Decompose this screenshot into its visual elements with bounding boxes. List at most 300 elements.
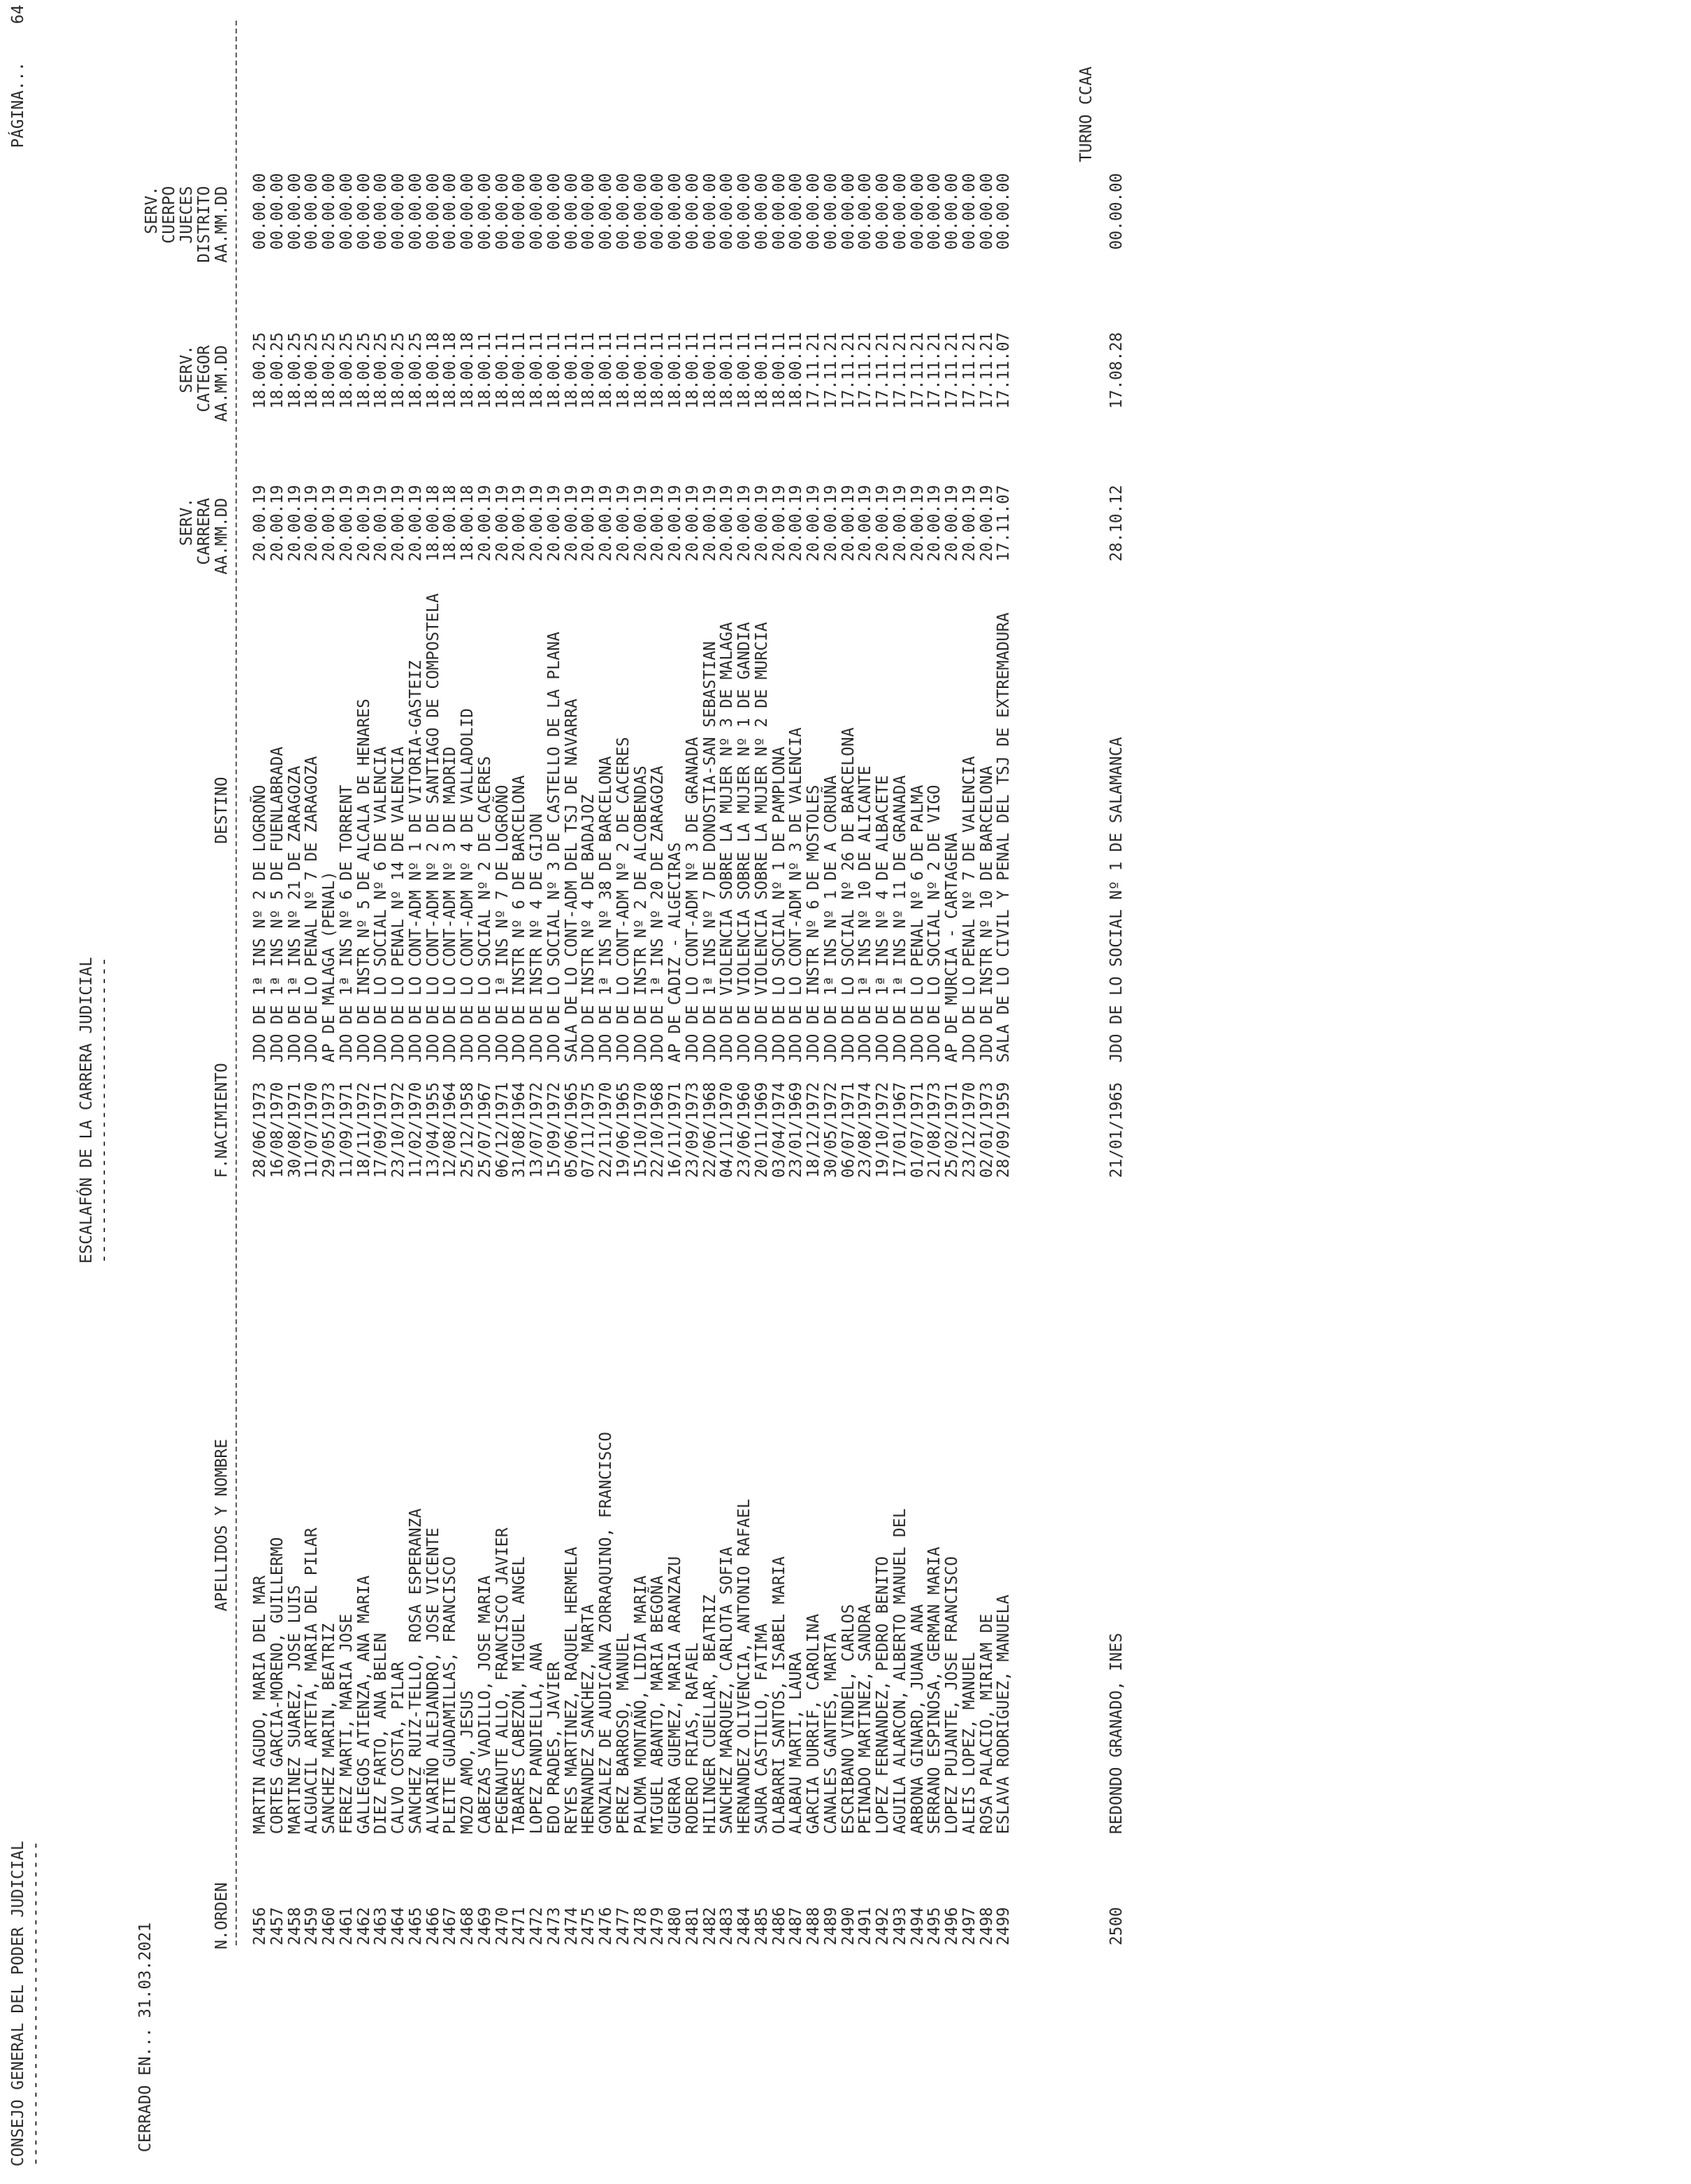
cell-serv-categor: 18.00.25 [354, 332, 373, 409]
cell-serv-carrera: 20.00.19 [717, 484, 736, 562]
cell-destination: JDO DE INSTR Nº 6 DE MOSTOLES [803, 784, 822, 1063]
cell-destination: JDO DE LO CONT-ADM Nº 3 DE MADRID [440, 746, 459, 1063]
cell-birth: 23/01/1969 [786, 1082, 805, 1178]
cell-name: RODERO FRIAS, RAFAEL [682, 1642, 702, 1834]
cell-serv-carrera: 20.00.19 [562, 484, 581, 562]
cell-serv-distrito: 00.00.00 [734, 173, 753, 250]
cell-name: LOPEZ PUJANTE, JOSE FRANCISCO [942, 1556, 961, 1834]
cell-serv-carrera: 20.00.19 [890, 484, 909, 562]
cell-destination: JDO DE 1ª INS Nº 5 DE FUENLABRADA [267, 746, 286, 1063]
cell-serv-distrito: 00.00.00 [301, 173, 321, 250]
col-destination: DESTINO [212, 776, 231, 844]
cell-serv-categor: 18.00.11 [700, 332, 719, 409]
cell-serv-distrito: 00.00.00 [406, 173, 425, 250]
cell-serv-categor: 17.11.21 [977, 332, 996, 409]
cell-order: 2464 [388, 1906, 407, 1945]
col-serv2-l2: CATEGOR [194, 345, 213, 413]
cell-name: LOPEZ PANDIELLA, ANA [527, 1642, 546, 1834]
cell-destination: JDO DE INSTR Nº 5 DE ALCALA DE HENARES [354, 698, 373, 1063]
cell-serv-carrera: 20.00.19 [371, 484, 390, 562]
cell-name: GALLEGOS ATIENZA, ANA MARIA [354, 1575, 373, 1834]
cell-serv-categor: 17.11.21 [924, 332, 943, 409]
cell-order: 2477 [613, 1906, 632, 1945]
cell-name: ESLAVA RODRIGUEZ, MANUELA [993, 1594, 1013, 1834]
cell-destination: JDO DE VIOLENCIA SOBRE LA MUJER Nº 2 DE MURCIA [752, 622, 771, 1063]
cell-serv-carrera: 20.00.19 [647, 484, 667, 562]
cell-serv-distrito: 00.00.00 [942, 173, 961, 250]
cell-serv-distrito: 00.00.00 [250, 173, 269, 250]
col-serv1-l2: CARRERA [194, 498, 213, 565]
cell-birth: 23/12/1970 [959, 1082, 978, 1178]
cell-serv-carrera: 20.00.19 [786, 484, 805, 562]
cell-serv-distrito: 00.00.00 [838, 173, 857, 250]
cell-serv-carrera: 20.00.19 [838, 484, 857, 562]
cell-name: CANALES GANTES, MARTA [821, 1633, 840, 1834]
cell-name: CALVO COSTA, PILAR [388, 1661, 407, 1834]
cell-birth: 15/10/1970 [631, 1082, 650, 1178]
cell-order: 2462 [354, 1906, 373, 1945]
cell-name: SANCHEZ RUIZ-TELLO, ROSA ESPERANZA [406, 1508, 425, 1834]
col-serv3-l5: AA.MM.DD [212, 186, 231, 263]
cell-birth: 15/09/1972 [544, 1082, 563, 1178]
cell-destination: JDO DE LO SOCIAL Nº 1 DE SALAMANCA [1106, 736, 1125, 1063]
cell-serv-categor: 18.00.25 [301, 332, 321, 409]
cell-birth: 23/08/1974 [855, 1082, 874, 1178]
cell-order: 2467 [440, 1906, 459, 1945]
cell-serv-distrito: 00.00.00 [423, 173, 442, 250]
cell-serv-distrito: 00.00.00 [509, 173, 528, 250]
cell-serv-distrito: 00.00.00 [1106, 173, 1125, 250]
cell-order: 2476 [596, 1906, 615, 1945]
cell-destination: JDO DE INSTR Nº 2 DE ALCOBENDAS [631, 765, 650, 1063]
cell-birth: 04/11/1970 [717, 1082, 736, 1178]
cell-destination: JDO DE LO CONT-ADM Nº 1 DE VITORIA-GASTEIZ [406, 660, 425, 1063]
cell-destination: JDO DE LO CONT-ADM Nº 3 DE VALENCIA [786, 727, 805, 1063]
cell-destination: JDO DE 1ª INS Nº 20 DE ZARAGOZA [647, 765, 667, 1063]
cell-serv-distrito: 00.00.00 [388, 173, 407, 250]
cell-serv-carrera: 28.10.12 [1106, 484, 1125, 562]
cell-serv-categor: 18.00.11 [544, 332, 563, 409]
cell-serv-distrito: 00.00.00 [890, 173, 909, 250]
cell-serv-distrito: 00.00.00 [682, 173, 702, 250]
cell-name: ALEIS LOPEZ, MANUEL [959, 1652, 978, 1834]
cell-name: FEREZ MARTI, MARIA JOSE [336, 1614, 356, 1834]
cell-order: 2456 [250, 1906, 269, 1945]
cell-serv-distrito: 00.00.00 [769, 173, 788, 250]
cell-serv-categor: 17.11.21 [873, 332, 892, 409]
cell-serv-categor: 18.00.11 [647, 332, 667, 409]
cell-serv-carrera: 20.00.19 [509, 484, 528, 562]
cell-destination: JDO DE 1ª INS Nº 2 DE LOGROÑO [250, 784, 269, 1063]
cell-order: 2481 [682, 1906, 702, 1945]
cell-order: 2496 [942, 1906, 961, 1945]
cell-serv-categor: 18.00.18 [423, 332, 442, 409]
cell-serv-distrito: 00.00.00 [803, 173, 822, 250]
cell-serv-carrera: 20.00.19 [388, 484, 407, 562]
cell-serv-distrito: 00.00.00 [700, 173, 719, 250]
cell-serv-carrera: 20.00.19 [908, 484, 927, 562]
cell-order: 2473 [544, 1906, 563, 1945]
cell-serv-distrito: 00.00.00 [457, 173, 476, 250]
cell-serv-carrera: 20.00.19 [682, 484, 702, 562]
cell-order: 2493 [890, 1906, 909, 1945]
cell-serv-categor: 18.00.11 [475, 332, 494, 409]
cell-destination: JDO DE LO SOCIAL Nº 2 DE CACERES [475, 756, 494, 1063]
cell-order: 2495 [924, 1906, 943, 1945]
cell-name: REDONDO GRANADO, INES [1106, 1633, 1125, 1834]
col-serv3-l4: DISTRITO [194, 186, 213, 263]
cell-birth: 05/06/1965 [562, 1082, 581, 1178]
cell-serv-distrito: 00.00.00 [908, 173, 927, 250]
cell-name: SAURA CASTILLO, FATIMA [752, 1623, 771, 1834]
cell-serv-carrera: 20.00.19 [301, 484, 321, 562]
cell-serv-distrito: 00.00.00 [717, 173, 736, 250]
cell-serv-distrito: 00.00.00 [440, 173, 459, 250]
cell-serv-categor: 17.11.21 [908, 332, 927, 409]
cell-birth: 01/07/1971 [908, 1082, 927, 1178]
cell-birth: 18/12/1972 [803, 1082, 822, 1178]
cell-order: 2494 [908, 1906, 927, 1945]
cell-serv-categor: 18.00.11 [769, 332, 788, 409]
cell-birth: 16/11/1971 [665, 1082, 684, 1178]
cell-birth: 20/11/1969 [752, 1082, 771, 1178]
cell-birth: 13/07/1972 [527, 1082, 546, 1178]
cell-birth: 23/09/1973 [682, 1082, 702, 1178]
cell-serv-carrera: 20.00.19 [665, 484, 684, 562]
cell-serv-distrito: 00.00.00 [319, 173, 338, 250]
cell-birth: 25/07/1967 [475, 1082, 494, 1178]
cell-order: 2472 [527, 1906, 546, 1945]
cell-serv-carrera: 20.00.19 [406, 484, 425, 562]
cell-destination: JDO DE LO SOCIAL Nº 3 DE CASTELLO DE LA PLANA [544, 631, 563, 1063]
cell-serv-categor: 18.00.18 [440, 332, 459, 409]
cell-order: 2474 [562, 1906, 581, 1945]
cell-serv-carrera: 18.00.18 [457, 484, 476, 562]
cell-destination: JDO DE 1ª INS Nº 7 DE LOGROÑO [492, 784, 511, 1063]
cell-serv-carrera: 20.00.19 [354, 484, 373, 562]
cell-order: 2497 [959, 1906, 978, 1945]
cell-destination: JDO DE 1ª INS Nº 1 DE A CORUÑA [821, 775, 840, 1063]
cell-name: MARTIN AGUDO, MARIA DEL MAR [250, 1575, 269, 1834]
cell-name: EDO PRADES, JAVIER [544, 1661, 563, 1834]
page-number: 64 [8, 5, 27, 25]
cell-order: 2486 [769, 1906, 788, 1945]
cell-birth: 30/05/1972 [821, 1082, 840, 1178]
cell-name: ARBONA GINARD, JUANA ANA [908, 1604, 927, 1834]
cell-name: HERNANDEZ OLIVENCIA, ANTONIO RAFAEL [734, 1498, 753, 1834]
cell-serv-distrito: 00.00.00 [855, 173, 874, 250]
cell-order: 2470 [492, 1906, 511, 1945]
cell-order: 2463 [371, 1906, 390, 1945]
cell-destination: JDO DE 1ª INS Nº 11 DE GRANADA [890, 775, 909, 1063]
cell-serv-categor: 18.00.25 [388, 332, 407, 409]
cell-serv-distrito: 00.00.00 [527, 173, 546, 250]
cell-name: SERRANO ESPINOSA, GERMAN MARIA [924, 1546, 943, 1834]
cell-serv-categor: 18.00.18 [457, 332, 476, 409]
cell-serv-categor: 18.00.25 [406, 332, 425, 409]
cell-serv-categor: 18.00.11 [596, 332, 615, 409]
cell-birth: 28/09/1959 [993, 1082, 1013, 1178]
header-rule [235, 21, 237, 1945]
cell-destination: AP DE MURCIA - CARTAGENA [942, 833, 961, 1063]
cell-birth: 17/09/1971 [371, 1082, 390, 1178]
cell-birth: 19/06/1965 [613, 1082, 632, 1178]
cell-destination: AP DE CADIZ - ALGECIRAS [665, 842, 684, 1063]
cell-name: GUERRA GUEMEZ, MARIA ARANZAZU [665, 1556, 684, 1834]
cell-serv-carrera: 20.00.19 [336, 484, 356, 562]
cell-serv-distrito: 00.00.00 [977, 173, 996, 250]
cell-birth: 19/10/1972 [873, 1082, 892, 1178]
cell-serv-carrera: 20.00.19 [873, 484, 892, 562]
cell-birth: 02/01/1973 [977, 1082, 996, 1178]
cell-destination: JDO DE LO SOCIAL Nº 26 DE BARCELONA [838, 727, 857, 1063]
cell-name: ESCRIBANO VINDEL, CARLOS [838, 1604, 857, 1834]
cell-serv-categor: 17.11.21 [959, 332, 978, 409]
cell-birth: 18/11/1972 [354, 1082, 373, 1178]
cell-destination: JDO DE LO CONT-ADM Nº 2 DE SANTIAGO DE COMPOSTELA [423, 593, 442, 1063]
cell-serv-carrera: 20.00.19 [855, 484, 874, 562]
cell-birth: 31/08/1964 [509, 1082, 528, 1178]
cell-order: 2478 [631, 1906, 650, 1945]
cell-destination: JDO DE INSTR Nº 4 DE BADAJOZ [578, 794, 597, 1063]
cell-name: PALOMA MONTAÑO, LIDIA MARIA [631, 1575, 650, 1834]
cell-serv-categor: 18.00.25 [336, 332, 356, 409]
cell-birth: 13/04/1955 [423, 1082, 442, 1178]
cell-order: 2484 [734, 1906, 753, 1945]
cell-serv-distrito: 00.00.00 [371, 173, 390, 250]
cell-serv-categor: 17.08.28 [1106, 332, 1125, 409]
cell-serv-distrito: 00.00.00 [752, 173, 771, 250]
cell-serv-distrito: 00.00.00 [562, 173, 581, 250]
col-serv1-l1: SERV. [177, 498, 196, 546]
cell-serv-carrera: 20.00.19 [613, 484, 632, 562]
col-serv3-l1: SERV. [142, 186, 161, 235]
cell-destination: JDO DE 1ª INS Nº 7 DE DONOSTIA-SAN SEBASTIAN [700, 641, 719, 1063]
cell-birth: 30/08/1971 [285, 1082, 304, 1178]
cell-destination: JDO DE VIOLENCIA SOBRE LA MUJER Nº 3 DE MALAGA [717, 622, 736, 1063]
cell-serv-carrera: 20.00.19 [250, 484, 269, 562]
cell-name: ROSA PALACIO, MIRIAM DE [977, 1614, 996, 1834]
cell-name: REYES MARTINEZ, RAQUEL HERMELA [562, 1546, 581, 1834]
cell-serv-categor: 17.11.07 [993, 332, 1013, 409]
cell-destination: JDO DE LO PENAL Nº 7 DE VALENCIA [959, 756, 978, 1063]
cell-serv-carrera: 18.00.18 [440, 484, 459, 562]
cell-serv-categor: 18.00.25 [250, 332, 269, 409]
cell-serv-carrera: 20.00.19 [475, 484, 494, 562]
cell-destination: JDO DE INSTR Nº 4 DE GIJON [527, 813, 546, 1063]
cell-name: OLABARRI SANTOS, ISABEL MARIA [769, 1556, 788, 1834]
cell-name: HERNANDEZ SANCHEZ, MARTA [578, 1604, 597, 1834]
cell-destination: JDO DE LO PENAL Nº 7 DE ZARAGOZA [301, 756, 321, 1063]
cell-birth: 22/06/1968 [700, 1082, 719, 1178]
cell-serv-distrito: 00.00.00 [578, 173, 597, 250]
cell-order: 2465 [406, 1906, 425, 1945]
cell-serv-carrera: 20.00.19 [752, 484, 771, 562]
cell-order: 2458 [285, 1906, 304, 1945]
cell-destination: JDO DE 1ª INS Nº 10 DE ALICANTE [855, 765, 874, 1063]
cell-serv-categor: 17.11.21 [838, 332, 857, 409]
cell-serv-distrito: 00.00.00 [959, 173, 978, 250]
cell-destination: AP DE MALAGA (PENAL) [319, 871, 338, 1063]
cell-order: 2499 [993, 1906, 1013, 1945]
cell-serv-distrito: 00.00.00 [631, 173, 650, 250]
document-title: ESCALAFÓN DE LA CARRERA JUDICIAL [76, 957, 95, 1264]
cell-birth: 25/02/1971 [942, 1082, 961, 1178]
cell-order: 2490 [838, 1906, 857, 1945]
cell-serv-distrito: 00.00.00 [354, 173, 373, 250]
cell-serv-carrera: 20.00.19 [734, 484, 753, 562]
cell-order: 2500 [1106, 1906, 1125, 1945]
cell-serv-categor: 18.00.11 [578, 332, 597, 409]
cell-name: MARTINEZ SUAREZ, JOSE LUIS [285, 1584, 304, 1834]
cell-order: 2461 [336, 1906, 356, 1945]
org-underline: ---------------------------------- [25, 1840, 45, 2167]
cell-serv-categor: 18.00.11 [562, 332, 581, 409]
cell-serv-categor: 17.11.21 [803, 332, 822, 409]
cell-serv-carrera: 20.00.19 [803, 484, 822, 562]
cell-order: 2491 [855, 1906, 874, 1945]
cell-destination: JDO DE 1ª INS Nº 4 DE ALBACETE [873, 775, 892, 1063]
cell-name: ALGUACIL ARTETA, MARIA DEL PILAR [301, 1527, 321, 1834]
cell-order: 2468 [457, 1906, 476, 1945]
cell-serv-distrito: 00.00.00 [924, 173, 943, 250]
cell-birth: 21/01/1965 [1106, 1082, 1125, 1178]
cell-serv-categor: 18.00.25 [267, 332, 286, 409]
col-serv2-l3: AA.MM.DD [212, 345, 231, 422]
cell-serv-categor: 18.00.11 [786, 332, 805, 409]
cell-destination: JDO DE LO CONT-ADM Nº 4 DE VALLADOLID [457, 708, 476, 1063]
cell-destination: JDO DE 1ª INS Nº 38 DE BARCELONA [596, 756, 615, 1063]
cell-name: ALABAU MARTI, LAURA [786, 1652, 805, 1834]
cell-serv-categor: 18.00.11 [752, 332, 771, 409]
col-birth: F.NACIMIENTO [212, 1063, 231, 1178]
cell-serv-carrera: 20.00.19 [544, 484, 563, 562]
cell-birth: 06/12/1971 [492, 1082, 511, 1178]
col-serv2-l1: SERV. [177, 345, 196, 394]
cell-destination: JDO DE 1ª INS Nº 6 DE TORRENT [336, 784, 356, 1063]
closed-date: CERRADO EN... 31.03.2021 [135, 1922, 154, 2152]
cell-name: SANCHEZ MARQUEZ, CARLOTA SOFIA [717, 1546, 736, 1834]
cell-destination: JDO DE 1ª INS Nº 21 DE ZARAGOZA [285, 765, 304, 1063]
cell-serv-categor: 18.00.11 [492, 332, 511, 409]
cell-birth: 23/10/1972 [388, 1082, 407, 1178]
cell-serv-categor: 18.00.25 [371, 332, 390, 409]
cell-serv-carrera: 20.00.19 [492, 484, 511, 562]
cell-birth: 28/06/1973 [250, 1082, 269, 1178]
cell-order: 2469 [475, 1906, 494, 1945]
cell-name: PEGENAUTE ALLO, FRANCISCO JAVIER [492, 1527, 511, 1834]
cell-serv-categor: 18.00.11 [631, 332, 650, 409]
cell-name: GONZALEZ DE AUDICANA ZORRAQUINO, FRANCISCO [596, 1432, 615, 1834]
cell-birth: 22/11/1970 [596, 1082, 615, 1178]
col-name: APELLIDOS Y NOMBRE [212, 1439, 231, 1611]
cell-destination: JDO DE LO SOCIAL Nº 6 DE VALENCIA [371, 746, 390, 1063]
cell-destination: SALA DE LO CONT-ADM DEL TSJ DE NAVARRA [562, 698, 581, 1063]
cell-name: PEREZ BARROSO, MANUEL [613, 1633, 632, 1834]
cell-birth: 22/10/1968 [647, 1082, 667, 1178]
cell-birth: 06/07/1971 [838, 1082, 857, 1178]
cell-order: 2475 [578, 1906, 597, 1945]
cell-destination: JDO DE INSTR Nº 10 DE BARCELONA [977, 765, 996, 1063]
cell-destination: JDO DE INSTR Nº 6 DE BARCELONA [509, 775, 528, 1063]
cell-name: GARCIA DURRIF, CAROLINA [803, 1614, 822, 1834]
cell-serv-categor: 18.00.11 [613, 332, 632, 409]
cell-serv-carrera: 20.00.19 [596, 484, 615, 562]
cell-name: PEINADO MARTINEZ, SANDRA [855, 1604, 874, 1834]
cell-order: 2482 [700, 1906, 719, 1945]
cell-birth: 16/08/1970 [267, 1082, 286, 1178]
cell-serv-categor: 17.11.21 [855, 332, 874, 409]
cell-name: HILINGER CUELLAR, BEATRIZ [700, 1594, 719, 1834]
cell-birth: 03/04/1974 [769, 1082, 788, 1178]
cell-serv-distrito: 00.00.00 [336, 173, 356, 250]
cell-destination: JDO DE LO CONT-ADM Nº 2 DE CACERES [613, 736, 632, 1063]
cell-serv-distrito: 00.00.00 [665, 173, 684, 250]
cell-serv-distrito: 00.00.00 [613, 173, 632, 250]
cell-order: 2487 [786, 1906, 805, 1945]
cell-name: MOZO AMO, JESUS [457, 1690, 476, 1834]
cell-birth: 29/05/1973 [319, 1082, 338, 1178]
cell-destination: JDO DE LO SOCIAL Nº 2 DE VIGO [924, 784, 943, 1063]
cell-serv-carrera: 20.00.19 [700, 484, 719, 562]
cell-serv-carrera: 20.00.19 [924, 484, 943, 562]
cell-order: 2471 [509, 1906, 528, 1945]
cell-birth: 07/11/1975 [578, 1082, 597, 1178]
cell-birth: 23/06/1960 [734, 1082, 753, 1178]
cell-name: ALVARIÑO ALEJANDRO, JOSE VICENTE [423, 1527, 442, 1834]
cell-serv-categor: 18.00.11 [717, 332, 736, 409]
cell-order: 2459 [301, 1906, 321, 1945]
cell-order: 2498 [977, 1906, 996, 1945]
cell-order: 2479 [647, 1906, 667, 1945]
cell-order: 2460 [319, 1906, 338, 1945]
cell-serv-distrito: 00.00.00 [873, 173, 892, 250]
cell-serv-carrera: 20.00.19 [821, 484, 840, 562]
cell-name: PLEITE GUADAMILLAS, FRANCISCO [440, 1556, 459, 1834]
cell-birth: 11/07/1970 [301, 1082, 321, 1178]
cell-serv-categor: 17.11.21 [821, 332, 840, 409]
cell-order: 2492 [873, 1906, 892, 1945]
cell-birth: 25/12/1958 [457, 1082, 476, 1178]
col-serv3-l2: CUERPO [159, 186, 178, 244]
cell-order: 2483 [717, 1906, 736, 1945]
cell-serv-distrito: 00.00.00 [544, 173, 563, 250]
cell-name: AGUILA ALARCON, ALBERTO MANUEL DEL [890, 1508, 909, 1834]
cell-birth: 17/01/1967 [890, 1082, 909, 1178]
page-label: PÁGINA... [8, 61, 27, 148]
cell-birth: 11/02/1970 [406, 1082, 425, 1178]
cell-serv-categor: 18.00.11 [682, 332, 702, 409]
cell-birth: 21/08/1973 [924, 1082, 943, 1178]
cell-destination: JDO DE LO SOCIAL Nº 1 DE PAMPLONA [769, 746, 788, 1063]
cell-serv-distrito: 00.00.00 [285, 173, 304, 250]
cell-serv-categor: 17.11.21 [890, 332, 909, 409]
cell-serv-carrera: 20.00.19 [959, 484, 978, 562]
cell-destination: JDO DE LO PENAL Nº 6 DE PALMA [908, 784, 927, 1063]
cell-order: 2485 [752, 1906, 771, 1945]
cell-serv-categor: 17.11.21 [942, 332, 961, 409]
cell-destination: SALA DE LO CIVIL Y PENAL DEL TSJ DE EXTREMADURA [993, 612, 1013, 1063]
cell-serv-carrera: 18.00.18 [423, 484, 442, 562]
cell-serv-distrito: 00.00.00 [647, 173, 667, 250]
cell-serv-distrito: 00.00.00 [821, 173, 840, 250]
col-order: N.ORDEN [212, 1882, 231, 1949]
cell-name: SANCHEZ MARIN, BEATRIZ [319, 1623, 338, 1834]
cell-serv-distrito: 00.00.00 [492, 173, 511, 250]
cell-serv-distrito: 00.00.00 [786, 173, 805, 250]
cell-name: CORTES GARCIA-MORENO, GUILLERMO [267, 1537, 286, 1834]
cell-serv-carrera: 20.00.19 [942, 484, 961, 562]
